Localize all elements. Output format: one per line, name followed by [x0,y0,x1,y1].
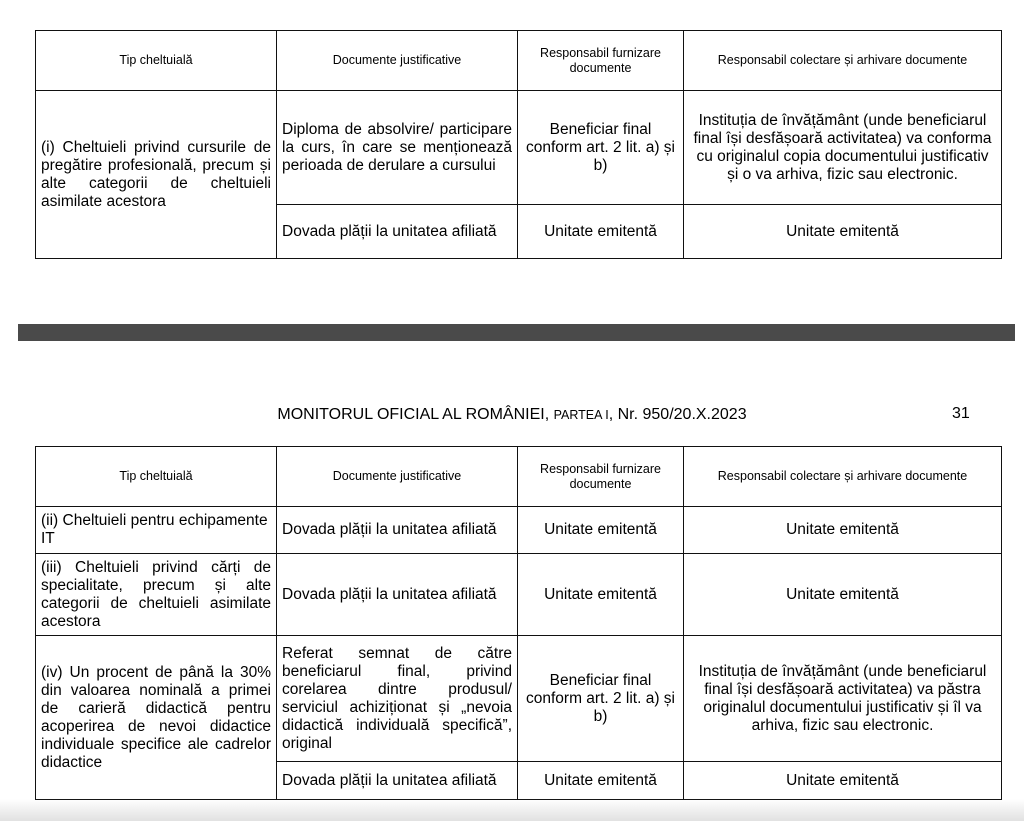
provider-cell: Unitate emitentă [518,205,684,259]
archiving-cell: Unitate emitentă [684,205,1002,259]
provider-cell: Beneficiar final conform art. 2 lit. a) și b) [518,91,684,205]
archiving-cell: Instituția de învățământ (unde beneficiarul final își desfășoară activitatea) va conforma cu originalul copia documentului justificativ și o va arhiva, fizic sau electronic. [684,91,1002,205]
header-provider-responsible: Responsabil furnizare documente [518,31,684,91]
expense-type-cell: (ii) Cheltuieli pentru echipamente IT [36,507,277,554]
header-provider-responsible: Responsabil furnizare documente [518,447,684,507]
header-expense-type: Tip cheltuială [36,447,277,507]
page-number: 31 [952,405,970,422]
expense-type-cell: (i) Cheltuieli privind cursurile de pregătire profesională, precum și alte categorii de cheltuieli asimilate acestora [36,91,277,259]
table-row [36,554,1002,636]
expense-type-cell: (iii) Cheltuieli privind cărți de specialitate, precum și alte categorii de cheltuieli asimilate acestora [36,554,277,636]
table-row [36,507,1002,554]
archiving-cell: Unitate emitentă [684,762,1002,800]
gazette-part: PARTEA I [553,408,609,422]
page-header [0,406,1024,424]
header-archiving-responsible: Responsabil colectare și arhivare documente [684,31,1002,91]
header-supporting-documents: Documente justificative [277,31,518,91]
expense-table-bottom [35,446,1002,800]
header-expense-type: Tip cheltuială [36,31,277,91]
documents-cell: Dovada plății la unitatea afiliată [277,762,518,800]
provider-cell: Beneficiar final conform art. 2 lit. a) și b) [518,636,684,762]
table-row [36,636,1002,762]
documents-cell: Dovada plății la unitatea afiliată [277,507,518,554]
header-archiving-responsible: Responsabil colectare și arhivare documente [684,447,1002,507]
expense-table-top [35,30,1002,259]
documents-cell: Dovada plății la unitatea afiliată [277,554,518,636]
archiving-cell: Instituția de învățământ (unde beneficiarul final își desfășoară activitatea) va păstra originalul documentului justificativ și îl va arhiva, fizic sau electronic. [684,636,1002,762]
table-header-row [36,447,1002,507]
documents-cell: Referat semnat de către beneficiarul final, privind corelarea dintre produsul/ serviciul achiziționat și „nevoia didactică individuală specifică”, original [277,636,518,762]
header-supporting-documents: Documente justificative [277,447,518,507]
provider-cell: Unitate emitentă [518,507,684,554]
bottom-fade [0,799,1024,821]
gazette-issue: , Nr. 950/20.X.2023 [608,406,747,423]
documents-cell: Diploma de absolvire/ participare la curs, în care se menționează perioada de derulare a cursului [277,91,518,205]
archiving-cell: Unitate emitentă [684,507,1002,554]
table-header-row [36,31,1002,91]
expense-type-cell: (iv) Un procent de până la 30% din valoarea nominală a primei de carieră didactică pentru acoperirea de nevoi didactice individuale specifice ale cadrelor didactice [36,636,277,800]
archiving-cell: Unitate emitentă [684,554,1002,636]
gazette-title: MONITORUL OFICIAL AL ROMÂNIEI, [277,406,554,423]
table-row [36,91,1002,205]
documents-cell: Dovada plății la unitatea afiliată [277,205,518,259]
provider-cell: Unitate emitentă [518,554,684,636]
provider-cell: Unitate emitentă [518,762,684,800]
page-break-divider [18,324,1015,341]
